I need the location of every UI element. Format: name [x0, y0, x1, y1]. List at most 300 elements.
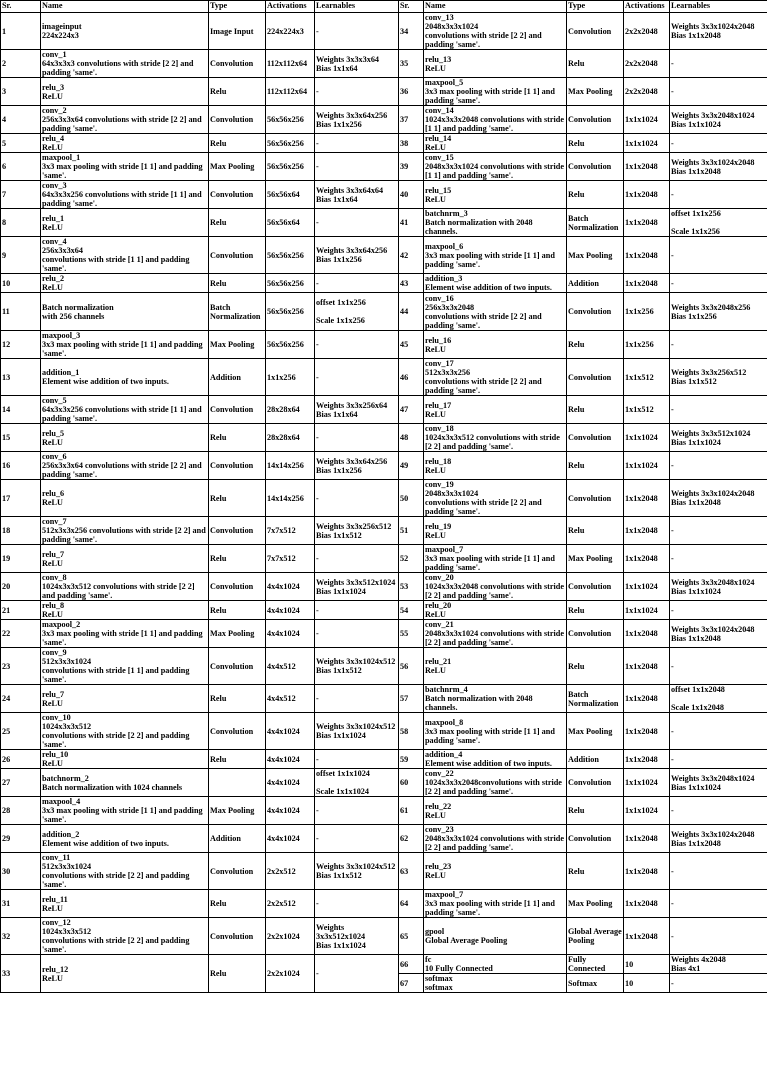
activations-cell: 1x1x2048: [624, 853, 670, 890]
type-cell: Convolution: [209, 573, 266, 601]
activations-cell: 1x1x512: [624, 359, 670, 396]
type-cell: Relu: [567, 452, 624, 480]
table-row: [1, 424, 767, 452]
activations-cell: 1x1x1024: [624, 134, 670, 153]
table-row: [1, 890, 767, 918]
learnables-cell: offset 1x1x2048 Scale 1x1x2048: [670, 685, 767, 713]
sr-cell: 62: [399, 825, 424, 853]
learnables-cell: -: [315, 134, 399, 153]
activations-cell: 1x1x2048: [624, 825, 670, 853]
sr-cell: 48: [399, 424, 424, 452]
table-row: [1, 545, 767, 573]
name-cell: relu_20 ReLU: [424, 601, 567, 620]
activations-cell: 56x56x256: [266, 106, 315, 134]
type-cell: Convolution: [209, 648, 266, 685]
name-cell: relu_5 ReLU: [41, 424, 209, 452]
name-cell: batchnrm_4 Batch normalization with 2048 channels.: [424, 685, 567, 713]
learnables-cell: offset 1x1x1024 Scale 1x1x1024: [315, 769, 399, 797]
sr-cell: 15: [1, 424, 41, 452]
type-cell: Max Pooling: [567, 890, 624, 918]
name-cell: relu_4 ReLU: [41, 134, 209, 153]
name-cell: conv_5 64x3x3x256 convolutions with stride [1 1] and padding 'same'.: [41, 396, 209, 424]
sr-cell: 60: [399, 769, 424, 797]
learnables-cell: -: [670, 750, 767, 769]
activations-cell: 56x56x64: [266, 181, 315, 209]
name-cell: conv_6 256x3x3x64 convolutions with stride [2 2] and padding 'same'.: [41, 452, 209, 480]
activations-cell: 4x4x1024: [266, 750, 315, 769]
name-cell: maxpool_8 3x3 max pooling with stride [1 1] and padding 'same'.: [424, 713, 567, 750]
learnables-cell: -: [670, 918, 767, 955]
type-cell: Convolution: [209, 452, 266, 480]
learnables-cell: -: [315, 13, 399, 50]
name-cell: conv_9 512x3x3x1024 convolutions with stride [1 1] and padding 'same'.: [41, 648, 209, 685]
activations-cell: 4x4x1024: [266, 713, 315, 750]
learnables-cell: -: [670, 274, 767, 293]
type-cell: Relu: [567, 396, 624, 424]
activations-cell: 56x56x64: [266, 209, 315, 237]
activations-cell: 1x1x2048: [624, 517, 670, 545]
name-cell: relu_23 ReLU: [424, 853, 567, 890]
sr-cell: 38: [399, 134, 424, 153]
name-cell: conv_14 1024x3x3x2048 convolutions with stride [1 1] and padding 'same'.: [424, 106, 567, 134]
table-row: [1, 134, 767, 153]
table-row: [1, 480, 767, 517]
activations-cell: 1x1x2048: [624, 750, 670, 769]
name-cell: relu_22 ReLU: [424, 797, 567, 825]
type-cell: Batch Normalization: [567, 209, 624, 237]
activations-cell: 10: [624, 974, 670, 993]
name-cell: addition_1 Element wise addition of two inputs.: [41, 359, 209, 396]
sr-cell: 33: [1, 955, 41, 993]
sr-cell: 34: [399, 13, 424, 50]
activations-cell: 28x28x64: [266, 396, 315, 424]
sr-cell: 13: [1, 359, 41, 396]
type-cell: Relu: [209, 209, 266, 237]
learnables-cell: -: [670, 545, 767, 573]
sr-cell: 4: [1, 106, 41, 134]
type-cell: Relu: [567, 517, 624, 545]
sr-cell: 23: [1, 648, 41, 685]
type-cell: Convolution: [567, 620, 624, 648]
name-cell: maxpool_7 3x3 max pooling with stride [1 1] and padding 'same'.: [424, 890, 567, 918]
table-row: [1, 331, 767, 359]
sr-cell: 1: [1, 13, 41, 50]
name-cell: conv_8 1024x3x3x512 convolutions with stride [2 2] and padding 'same'.: [41, 573, 209, 601]
learnables-cell: -: [315, 620, 399, 648]
type-cell: Max Pooling: [567, 713, 624, 750]
activations-cell: 1x1x2048: [624, 480, 670, 517]
name-cell: relu_18 ReLU: [424, 452, 567, 480]
type-cell: Fully Connected: [567, 955, 624, 974]
learnables-cell: Weights 3x3x1024x2048 Bias 1x1x2048: [670, 480, 767, 517]
name-cell: conv_16 256x3x3x2048 convolutions with stride [2 2] and padding 'same'.: [424, 293, 567, 331]
activations-cell: 56x56x256: [266, 331, 315, 359]
sr-cell: 36: [399, 78, 424, 106]
table-row: [1, 601, 767, 620]
type-cell: Max Pooling: [567, 78, 624, 106]
learnables-cell: -: [670, 974, 767, 993]
activations-cell: 1x1x1024: [624, 424, 670, 452]
type-cell: Max Pooling: [209, 797, 266, 825]
sr-cell: 2: [1, 50, 41, 78]
name-cell: addition_2 Element wise addition of two inputs.: [41, 825, 209, 853]
learnables-cell: -: [315, 825, 399, 853]
sr-cell: 31: [1, 890, 41, 918]
type-cell: Relu: [209, 424, 266, 452]
learnables-cell: Weights 4x2048 Bias 4x1: [670, 955, 767, 974]
type-cell: Convolution: [567, 13, 624, 50]
learnables-cell: Weights 3x3x256x64 Bias 1x1x64: [315, 396, 399, 424]
sr-cell: 5: [1, 134, 41, 153]
activations-cell: 1x1x2048: [624, 685, 670, 713]
sr-cell: 24: [1, 685, 41, 713]
sr-cell: 66: [399, 955, 424, 974]
sr-cell: 10: [1, 274, 41, 293]
type-cell: Convolution: [209, 50, 266, 78]
learnables-cell: -: [315, 955, 399, 993]
type-cell: Convolution: [209, 237, 266, 274]
type-cell: Relu: [567, 134, 624, 153]
name-cell: relu_7 ReLU: [41, 545, 209, 573]
type-cell: Softmax: [567, 974, 624, 993]
name-cell: maxpool_6 3x3 max pooling with stride [1 1] and padding 'same'.: [424, 237, 567, 274]
name-cell: maxpool_4 3x3 max pooling with stride [1 1] and padding 'same'.: [41, 797, 209, 825]
name-cell: conv_12 1024x3x3x512 convolutions with stride [2 2] and padding 'same'.: [41, 918, 209, 955]
activations-cell: 4x4x1024: [266, 601, 315, 620]
sr-cell: 22: [1, 620, 41, 648]
activations-cell: 1x1x1024: [624, 573, 670, 601]
activations-cell: 1x1x2048: [624, 890, 670, 918]
name-cell: addition_3 Element wise addition of two inputs.: [424, 274, 567, 293]
learnables-cell: -: [315, 797, 399, 825]
table-row: [1, 274, 767, 293]
learnables-cell: Weights 3x3x1024x2048 Bias 1x1x2048: [670, 13, 767, 50]
activations-cell: 1x1x2048: [624, 181, 670, 209]
name-cell: gpool Global Average Pooling: [424, 918, 567, 955]
name-cell: relu_14 ReLU: [424, 134, 567, 153]
type-cell: Convolution: [209, 713, 266, 750]
learnables-cell: Weights 3x3x1024x512 Bias 1x1x512: [315, 853, 399, 890]
sr-cell: 53: [399, 573, 424, 601]
sr-cell: 41: [399, 209, 424, 237]
table-row: [1, 853, 767, 890]
type-cell: Convolution: [209, 918, 266, 955]
learnables-cell: Weights 3x3x2048x1024 Bias 1x1x1024: [670, 573, 767, 601]
activations-cell: 1x1x256: [624, 293, 670, 331]
activations-cell: 4x4x1024: [266, 825, 315, 853]
sr-cell: 19: [1, 545, 41, 573]
name-cell: conv_1 64x3x3x3 convolutions with stride [2 2] and padding 'same'.: [41, 50, 209, 78]
activations-cell: 2x2x1024: [266, 918, 315, 955]
learnables-cell: -: [315, 359, 399, 396]
learnables-cell: -: [315, 601, 399, 620]
sr-cell: 35: [399, 50, 424, 78]
header-learnables: Learnables: [315, 1, 399, 13]
learnables-cell: -: [670, 237, 767, 274]
table-row: [1, 648, 767, 685]
sr-cell: 6: [1, 153, 41, 181]
learnables-cell: -: [670, 78, 767, 106]
table-row: [1, 750, 767, 769]
type-cell: Relu: [209, 601, 266, 620]
type-cell: Max Pooling: [209, 620, 266, 648]
activations-cell: 2x2x1024: [266, 955, 315, 993]
activations-cell: 1x1x512: [624, 396, 670, 424]
table-row: [1, 452, 767, 480]
activations-cell: 56x56x256: [266, 153, 315, 181]
sr-cell: 37: [399, 106, 424, 134]
type-cell: Relu: [567, 181, 624, 209]
header-activations: Activations: [266, 1, 315, 13]
learnables-cell: Weights 3x3x3x64 Bias 1x1x64: [315, 50, 399, 78]
name-cell: conv_7 512x3x3x256 convolutions with stride [2 2] and padding 'same'.: [41, 517, 209, 545]
name-cell: maxpool_5 3x3 max pooling with stride [1 1] and padding 'same'.: [424, 78, 567, 106]
learnables-cell: Weights 3x3x64x256 Bias 1x1x256: [315, 452, 399, 480]
activations-cell: 112x112x64: [266, 78, 315, 106]
type-cell: Image Input: [209, 13, 266, 50]
sr-cell: 51: [399, 517, 424, 545]
name-cell: addition_4 Element wise addition of two inputs.: [424, 750, 567, 769]
table-row: [1, 13, 767, 50]
type-cell: Convolution: [567, 573, 624, 601]
table-row: [1, 181, 767, 209]
type-cell: Convolution: [567, 153, 624, 181]
activations-cell: 4x4x1024: [266, 797, 315, 825]
table-row: [1, 293, 767, 331]
name-cell: conv_10 1024x3x3x512 convolutions with stride [2 2] and padding 'same'.: [41, 713, 209, 750]
learnables-cell: -: [670, 853, 767, 890]
learnables-cell: -: [315, 331, 399, 359]
type-cell: Convolution: [209, 517, 266, 545]
activations-cell: 1x1x256: [624, 331, 670, 359]
learnables-cell: -: [670, 713, 767, 750]
sr-cell: 30: [1, 853, 41, 890]
type-cell: Relu: [209, 685, 266, 713]
activations-cell: 1x1x2048: [624, 620, 670, 648]
type-cell: Convolution: [567, 106, 624, 134]
table-row: [1, 573, 767, 601]
type-cell: Max Pooling: [209, 331, 266, 359]
sr-cell: 63: [399, 853, 424, 890]
table-row: [1, 209, 767, 237]
type-cell: Relu: [209, 480, 266, 517]
learnables-cell: Weights 3x3x1024x2048 Bias 1x1x2048: [670, 620, 767, 648]
activations-cell: 56x56x256: [266, 274, 315, 293]
name-cell: imageinput 224x224x3: [41, 13, 209, 50]
sr-cell: 40: [399, 181, 424, 209]
learnables-cell: -: [670, 452, 767, 480]
name-cell: relu_12 ReLU: [41, 955, 209, 993]
sr-cell: 25: [1, 713, 41, 750]
learnables-cell: -: [670, 331, 767, 359]
activations-cell: 224x224x3: [266, 13, 315, 50]
learnables-cell: -: [670, 517, 767, 545]
name-cell: relu_6 ReLU: [41, 480, 209, 517]
learnables-cell: Weights 3x3x2048x1024 Bias 1x1x1024: [670, 769, 767, 797]
activations-cell: 14x14x256: [266, 480, 315, 517]
activations-cell: 4x4x1024: [266, 769, 315, 797]
sr-cell: 47: [399, 396, 424, 424]
activations-cell: 4x4x512: [266, 648, 315, 685]
activations-cell: 10: [624, 955, 670, 974]
type-cell: Convolution: [209, 853, 266, 890]
type-cell: Relu: [209, 955, 266, 993]
name-cell: batchnorm_2 Batch normalization with 1024 channels: [41, 769, 209, 797]
sr-cell: 43: [399, 274, 424, 293]
type-cell: Relu: [209, 274, 266, 293]
table-row: [1, 396, 767, 424]
type-cell: Global Average Pooling: [567, 918, 624, 955]
table-row: [1, 78, 767, 106]
activations-cell: 2x2x512: [266, 853, 315, 890]
type-cell: Convolution: [567, 293, 624, 331]
sr-cell: 12: [1, 331, 41, 359]
name-cell: conv_18 1024x3x3x512 convolutions with stride [2 2] and padding 'same'.: [424, 424, 567, 452]
name-cell: relu_10 ReLU: [41, 750, 209, 769]
name-cell: conv_23 2048x3x3x1024 convolutions with stride [2 2] and padding 'same'.: [424, 825, 567, 853]
learnables-cell: Weights 3x3x64x64 Bias 1x1x64: [315, 181, 399, 209]
type-cell: Max Pooling: [567, 545, 624, 573]
table-row: [1, 517, 767, 545]
sr-cell: 52: [399, 545, 424, 573]
activations-cell: 1x1x1024: [624, 769, 670, 797]
activations-cell: 1x1x2048: [624, 274, 670, 293]
learnables-cell: Weights 3x3x64x256 Bias 1x1x256: [315, 237, 399, 274]
name-cell: relu_15 ReLU: [424, 181, 567, 209]
learnables-cell: -: [670, 648, 767, 685]
activations-cell: 2x2x512: [266, 890, 315, 918]
learnables-cell: Weights 3x3x1024x2048 Bias 1x1x2048: [670, 153, 767, 181]
learnables-cell: Weights 3x3x2048x256 Bias 1x1x256: [670, 293, 767, 331]
learnables-cell: -: [315, 153, 399, 181]
learnables-cell: -: [315, 480, 399, 517]
learnables-cell: Weights 3x3x256x512 Bias 1x1x512: [670, 359, 767, 396]
learnables-cell: -: [315, 209, 399, 237]
type-cell: Relu: [209, 750, 266, 769]
name-cell: conv_21 2048x3x3x1024 convolutions with stride [2 2] and padding 'same'.: [424, 620, 567, 648]
learnables-cell: Weights 3x3x512x1024 Bias 1x1x1024: [670, 424, 767, 452]
type-cell: Relu: [209, 890, 266, 918]
sr-cell: 8: [1, 209, 41, 237]
type-cell: Convolution: [567, 769, 624, 797]
sr-cell: 39: [399, 153, 424, 181]
learnables-cell: -: [315, 750, 399, 769]
activations-cell: 2x2x2048: [624, 50, 670, 78]
table-row: [1, 237, 767, 274]
header-learnables: Learnables: [670, 1, 767, 13]
sr-cell: 20: [1, 573, 41, 601]
activations-cell: 2x2x2048: [624, 13, 670, 50]
sr-cell: 61: [399, 797, 424, 825]
name-cell: conv_4 256x3x3x64 convolutions with stride [1 1] and padding 'same'.: [41, 237, 209, 274]
sr-cell: 9: [1, 237, 41, 274]
learnables-cell: Weights 3x3x2048x1024 Bias 1x1x1024: [670, 106, 767, 134]
name-cell: relu_8 ReLU: [41, 601, 209, 620]
type-cell: Convolution: [209, 396, 266, 424]
sr-cell: 55: [399, 620, 424, 648]
header-type: Type: [209, 1, 266, 13]
sr-cell: 27: [1, 769, 41, 797]
sr-cell: 59: [399, 750, 424, 769]
sr-cell: 11: [1, 293, 41, 331]
header-type: Type: [567, 1, 624, 13]
sr-cell: 3: [1, 78, 41, 106]
learnables-cell: -: [315, 685, 399, 713]
type-cell: Addition: [209, 359, 266, 396]
table-row: [1, 825, 767, 853]
type-cell: Batch Normalization: [209, 293, 266, 331]
learnables-cell: -: [670, 50, 767, 78]
name-cell: conv_17 512x3x3x256 convolutions with stride [2 2] and padding 'same'.: [424, 359, 567, 396]
activations-cell: 1x1x2048: [624, 713, 670, 750]
activations-cell: 1x1x2048: [624, 237, 670, 274]
name-cell: relu_16 ReLU: [424, 331, 567, 359]
name-cell: conv_2 256x3x3x64 convolutions with stride [2 2] and padding 'same'.: [41, 106, 209, 134]
type-cell: Max Pooling: [567, 237, 624, 274]
type-cell: Convolution: [209, 106, 266, 134]
activations-cell: 56x56x256: [266, 237, 315, 274]
type-cell: Convolution: [567, 424, 624, 452]
type-cell: Addition: [209, 825, 266, 853]
learnables-cell: -: [670, 797, 767, 825]
type-cell: Convolution: [567, 480, 624, 517]
activations-cell: 28x28x64: [266, 424, 315, 452]
table-row: [1, 918, 767, 955]
learnables-cell: -: [315, 890, 399, 918]
name-cell: conv_22 1024x3x3x2048convolutions with stride [2 2] and padding 'same'.: [424, 769, 567, 797]
activations-cell: 112x112x64: [266, 50, 315, 78]
activations-cell: 56x56x256: [266, 134, 315, 153]
name-cell: maxpool_1 3x3 max pooling with stride [1 1] and padding 'same'.: [41, 153, 209, 181]
activations-cell: 1x1x1024: [624, 106, 670, 134]
type-cell: Convolution: [209, 181, 266, 209]
name-cell: batchnrm_3 Batch normalization with 2048 channels.: [424, 209, 567, 237]
learnables-cell: -: [670, 396, 767, 424]
table-row: [1, 797, 767, 825]
name-cell: relu_3 ReLU: [41, 78, 209, 106]
type-cell: Max Pooling: [209, 153, 266, 181]
activations-cell: 4x4x1024: [266, 573, 315, 601]
learnables-cell: offset 1x1x256 Scale 1x1x256: [670, 209, 767, 237]
activations-cell: 1x1x2048: [624, 209, 670, 237]
sr-cell: 32: [1, 918, 41, 955]
sr-cell: 42: [399, 237, 424, 274]
header-sr: Sr.: [399, 1, 424, 13]
sr-cell: 26: [1, 750, 41, 769]
type-cell: [209, 769, 266, 797]
name-cell: conv_3 64x3x3x256 convolutions with stride [1 1] and padding 'same'.: [41, 181, 209, 209]
table-row: [1, 153, 767, 181]
sr-cell: 16: [1, 452, 41, 480]
table-row: [1, 359, 767, 396]
learnables-cell: -: [670, 601, 767, 620]
type-cell: Relu: [209, 545, 266, 573]
activations-cell: 14x14x256: [266, 452, 315, 480]
sr-cell: 21: [1, 601, 41, 620]
learnables-cell: -: [315, 424, 399, 452]
activations-cell: 1x1x2048: [624, 153, 670, 181]
learnables-cell: Weights 3x3x1024x512 Bias 1x1x1024: [315, 713, 399, 750]
type-cell: Relu: [209, 78, 266, 106]
sr-cell: 14: [1, 396, 41, 424]
name-cell: conv_19 2048x3x3x1024 convolutions with stride [2 2] and padding 'same'.: [424, 480, 567, 517]
name-cell: relu_19 ReLU: [424, 517, 567, 545]
table-row: [1, 106, 767, 134]
table-row: [1, 50, 767, 78]
sr-cell: 45: [399, 331, 424, 359]
type-cell: Relu: [567, 648, 624, 685]
activations-cell: 4x4x1024: [266, 620, 315, 648]
